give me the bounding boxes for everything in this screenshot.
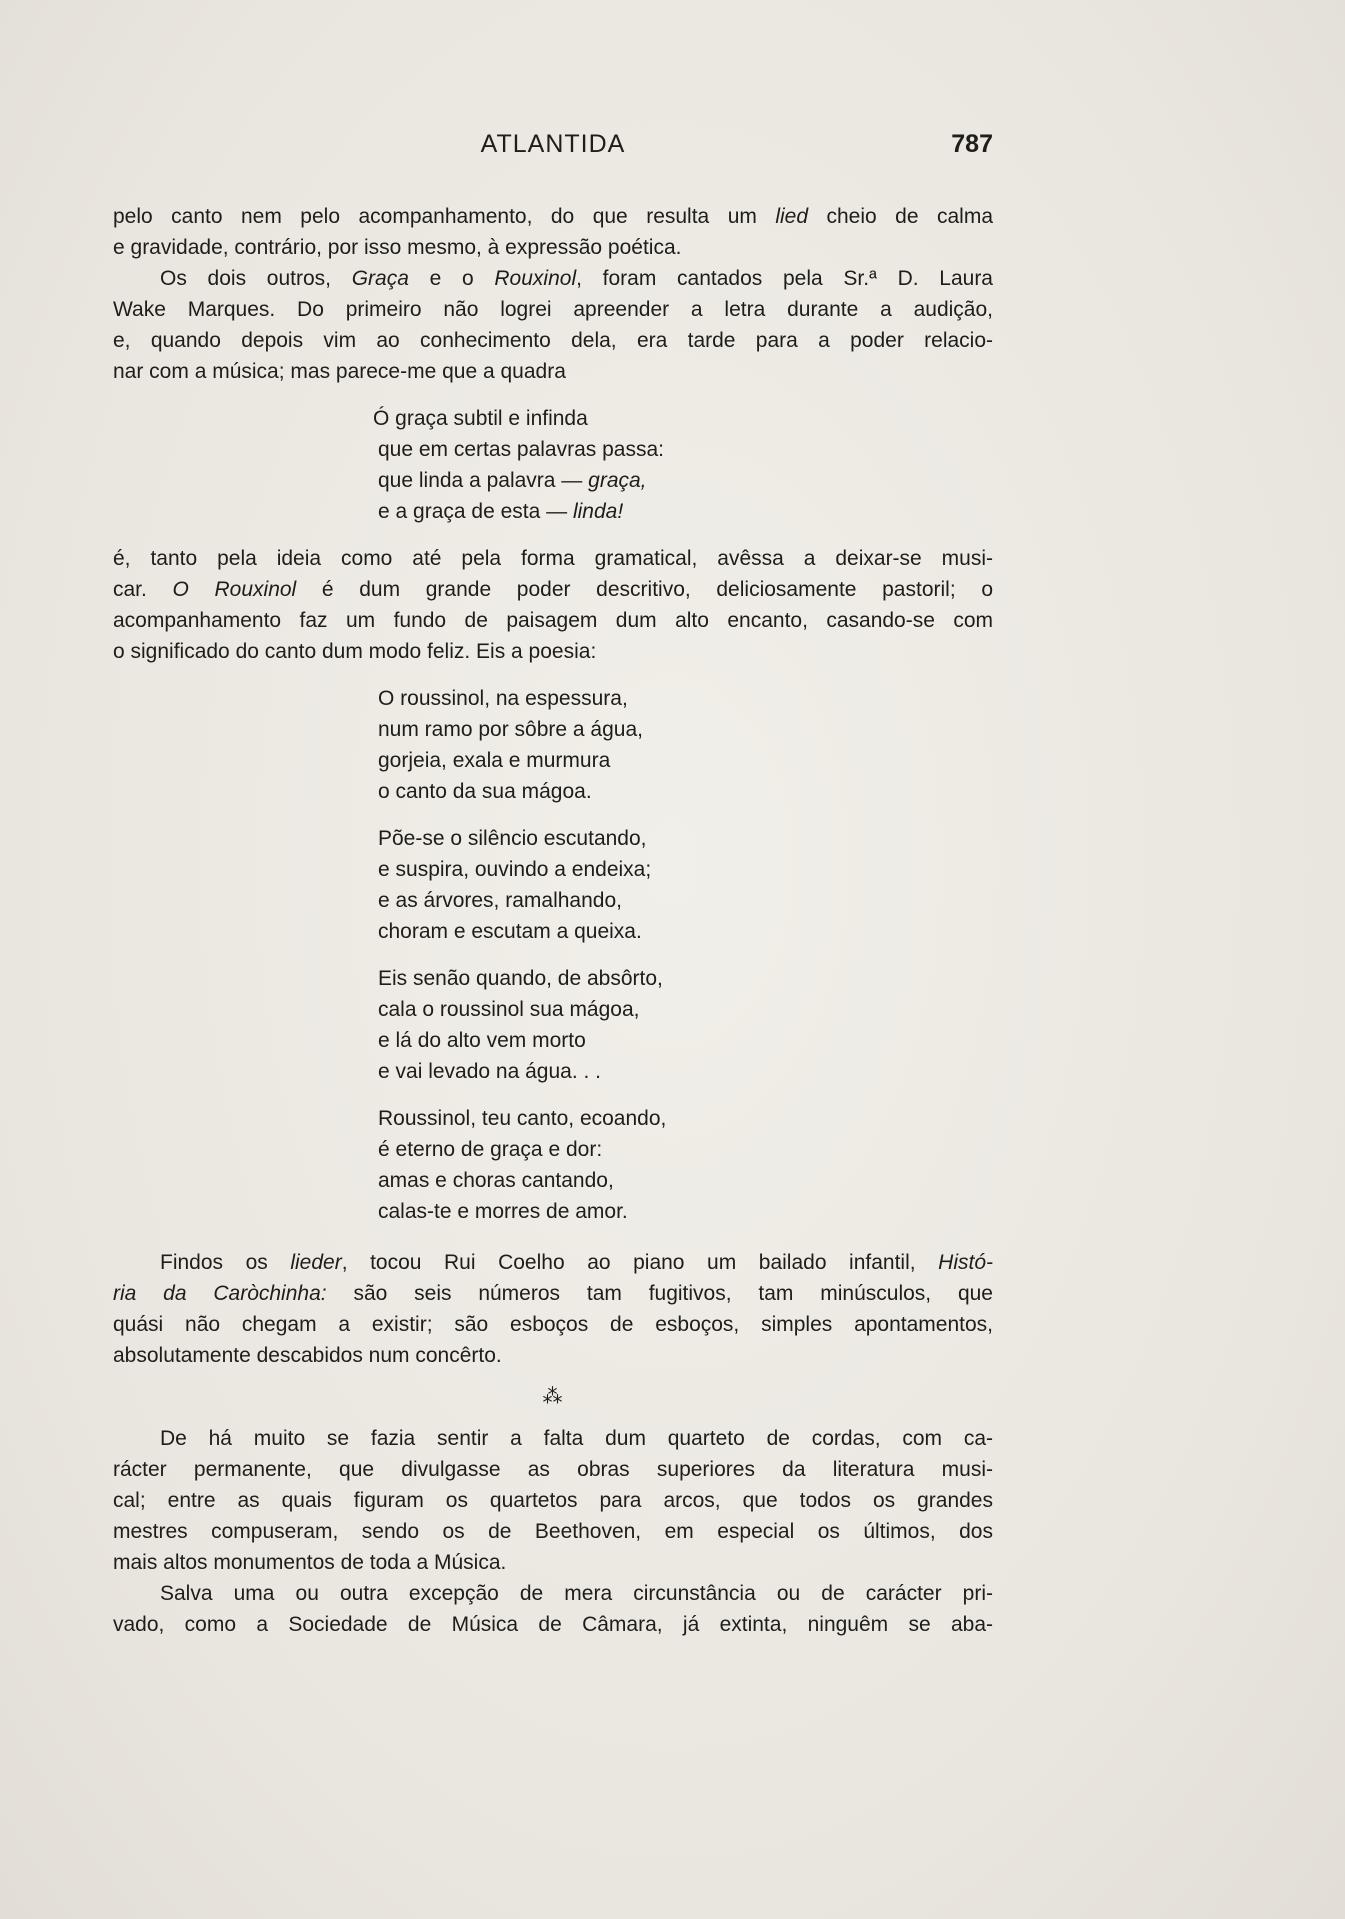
text-line [113,263,993,294]
verse-line: Roussinol, teu canto, ecoando, [378,1107,667,1130]
text-line: o significado do canto dum modo feliz. Eis a poesia: [113,640,597,663]
poem-stanza [113,683,993,807]
verse-line: e suspira, ouvindo a endeixa; [378,858,652,881]
poem-rouxinol [113,683,993,1227]
italic-title: O Rouxinol [172,578,297,601]
verse-line: é eterno de graça e dor: [378,1138,603,1161]
text-run: , foram cantados pela Sr.ª D. Laura [576,267,993,290]
running-title: ATLANTIDA [480,130,626,158]
verse-line: amas e choras cantando, [378,1169,614,1192]
verse-line: e as árvores, ramalhando, [378,889,622,912]
text-line: mais altos monumentos de toda a Música. [113,1551,507,1574]
poem-stanza [113,823,993,947]
text-run: pelo canto nem pelo acompanhamento, do que resulta um [113,205,776,228]
poem-stanza [113,963,993,1087]
text-run: que linda a palavra — [378,469,589,492]
italic-term: lied [775,205,809,228]
text-run: e o [408,267,495,290]
text-line: cal; entre as quais figuram os quartetos para arcos, que todos os grandes [113,1489,993,1512]
text-line [113,574,993,605]
text-line: Wake Marques. Do primeiro não logrei apreender a letra durante a audição, [113,298,993,321]
italic-title: Rouxinol [494,267,577,290]
paragraph-3 [113,543,993,667]
text-line: acompanhamento faz um fundo de paisagem dum alto encanto, casando-se com [113,609,993,632]
poem-stanza [113,1103,993,1227]
verse-line: o canto da sua mágoa. [378,780,592,803]
text-line: e gravidade, contrário, por isso mesmo, à expressão poética. [113,236,682,259]
verse-line [113,496,993,527]
text-line: mestres compuseram, sendo os de Beethoven, em especial os últimos, dos [113,1520,993,1543]
italic-title: Graça [351,267,409,290]
page-header [113,130,993,170]
verse-line: calas-te e morres de amor. [378,1200,628,1223]
text-line: quási não chegam a existir; são esboços de esboços, simples apontamentos, [113,1313,993,1336]
text-line [113,1247,993,1278]
text-line: vado, como a Sociedade de Música de Câmara, já extinta, ninguêm se aba- [113,1613,993,1636]
text-run: Findos os [160,1251,291,1274]
paragraph-5 [113,1423,993,1578]
paragraph-4 [113,1247,993,1371]
text-line: Salva uma ou outra excepção de mera circunstância ou de carácter pri- [160,1582,993,1605]
verse-line: Eis senão quando, de absôrto, [378,967,663,990]
text-run: é dum grande poder descritivo, deliciosamente pastoril; o [296,578,993,601]
verse-line: cala o roussinol sua mágoa, [378,998,640,1021]
italic-title: ria da Caròchinha: [113,1282,327,1305]
verse-line: O roussinol, na espessura, [378,687,628,710]
text-line: rácter permanente, que divulgasse as obras superiores da literatura musi- [113,1458,993,1481]
paragraph-6 [113,1578,993,1640]
italic-word: graça, [588,469,647,492]
verse-line: que em certas palavras passa: [378,438,664,461]
verse-line: num ramo por sôbre a água, [378,718,643,741]
section-separator: ⁂ [542,1386,564,1408]
text-line [113,1278,993,1309]
text-run: e a graça de esta — [378,500,573,523]
page-number: 787 [951,130,993,158]
italic-term: lieder [290,1251,342,1274]
verse-line: gorjeia, exala e murmura [378,749,611,772]
verse-line [113,465,993,496]
verse-line: Põe-se o silêncio escutando, [378,827,647,850]
text-run: , tocou Rui Coelho ao piano um bailado infantil, [341,1251,939,1274]
body-text [113,201,993,1640]
paragraph-2 [113,263,993,387]
verse-line: e vai levado na água. . . [378,1060,601,1083]
text-run: car. [113,578,173,601]
paragraph-1 [113,201,993,263]
italic-title: Histó- [938,1251,993,1274]
italic-word: linda! [572,500,624,523]
verse-line: Ó graça subtil e infinda [373,407,588,430]
text-line: e, quando depois vim ao conhecimento dela, era tarde para a poder relacio- [113,329,993,352]
text-line: é, tanto pela ideia como até pela forma gramatical, avêssa a deixar-se musi- [113,547,993,570]
text-run: cheio de calma [808,205,993,228]
text-line: De há muito se fazia sentir a falta dum quarteto de cordas, com ca- [160,1427,993,1450]
text-line: absolutamente descabidos num concêrto. [113,1344,502,1367]
quoted-quatrain [113,403,993,527]
verse-line: choram e escutam a queixa. [378,920,642,943]
text-run: são seis números tam fugitivos, tam minúsculos, que [326,1282,993,1305]
text-line: nar com a música; mas parece-me que a quadra [113,360,566,383]
verse-line: e lá do alto vem morto [378,1029,586,1052]
text-run: Os dois outros, [160,267,352,290]
text-line [113,201,993,232]
